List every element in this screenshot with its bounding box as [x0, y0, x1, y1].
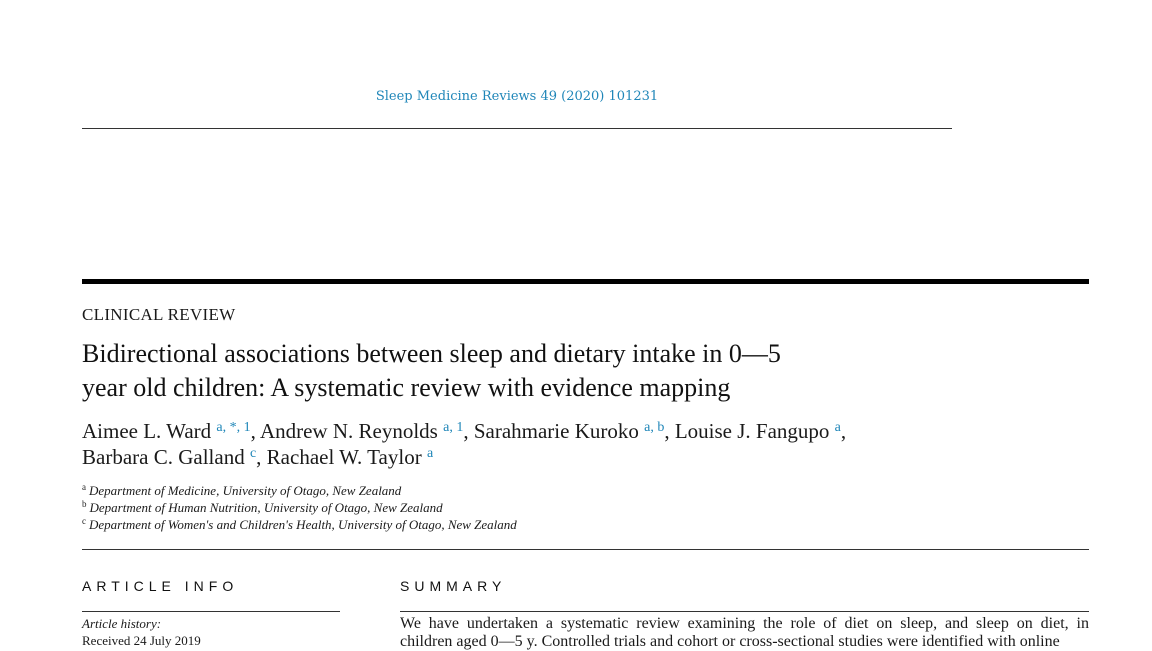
- header-divider: [82, 128, 952, 129]
- history-label: Article history:: [82, 616, 162, 631]
- affiliation-key: a: [82, 482, 86, 492]
- author-separator: ,: [250, 419, 260, 443]
- author-affiliation-link[interactable]: a: [426, 446, 434, 461]
- affiliation-item: [82, 482, 517, 499]
- title-line-1: Bidirectional associations between sleep and dietary intake in 0—5: [82, 339, 781, 368]
- author-affiliation-link[interactable]: a, *, 1: [216, 420, 251, 435]
- author-affiliation-link[interactable]: a, 1: [443, 420, 464, 435]
- summary-divider: [400, 611, 1089, 612]
- article-title: [82, 337, 982, 405]
- affiliation-item: [82, 516, 517, 533]
- author-affiliation-link[interactable]: c: [249, 446, 257, 461]
- author-separator: ,: [840, 419, 847, 443]
- author-name: Rachael W. Taylor: [266, 445, 422, 469]
- author-name: Barbara C. Galland: [82, 445, 245, 469]
- summary-line-1: We have undertaken a systematic review examining the role of diet on sleep, and sleep on diet, in: [400, 615, 1089, 632]
- article-info-heading: ARTICLE INFO: [82, 578, 239, 594]
- author-name: Sarahmarie Kuroko: [473, 419, 639, 443]
- author-name: Aimee L. Ward: [82, 419, 212, 443]
- affiliation-text: Department of Women's and Children's Health, University of Otago, New Zealand: [89, 517, 517, 532]
- affiliation-text: Department of Human Nutrition, University of Otago, New Zealand: [89, 500, 443, 515]
- journal-citation-link[interactable]: Sleep Medicine Reviews 49 (2020) 101231: [375, 89, 659, 104]
- received-date: Received 24 July 2019: [82, 633, 201, 648]
- affiliation-item: [82, 499, 517, 516]
- article-info-divider: [82, 611, 340, 612]
- content-divider: [82, 549, 1089, 550]
- section-label: CLINICAL REVIEW: [82, 305, 236, 324]
- author-separator: ,: [463, 419, 474, 443]
- summary-line-2: children aged 0—5 y. Controlled trials and cohort or cross-sectional studies were identified with online: [400, 633, 1060, 650]
- author-affiliation-link[interactable]: a: [834, 420, 841, 435]
- author-list: [82, 418, 1082, 470]
- summary-text: [400, 615, 1089, 651]
- summary-heading: SUMMARY: [400, 578, 507, 594]
- affiliation-key: b: [82, 499, 87, 509]
- author-name: Louise J. Fangupo: [674, 419, 830, 443]
- author-name: Andrew N. Reynolds: [259, 419, 438, 443]
- author-line-1: [82, 418, 1082, 444]
- title-line-2: year old children: A systematic review with evidence mapping: [82, 373, 731, 402]
- author-line-2: [82, 444, 1082, 470]
- article-history: [82, 615, 201, 649]
- author-separator: ,: [256, 445, 267, 469]
- affiliation-key: c: [82, 516, 86, 526]
- title-divider-thick: [82, 279, 1089, 284]
- affiliation-list: [82, 482, 517, 533]
- author-separator: ,: [664, 419, 675, 443]
- affiliation-text: Department of Medicine, University of Otago, New Zealand: [89, 483, 402, 498]
- author-affiliation-link[interactable]: a, b: [644, 420, 665, 435]
